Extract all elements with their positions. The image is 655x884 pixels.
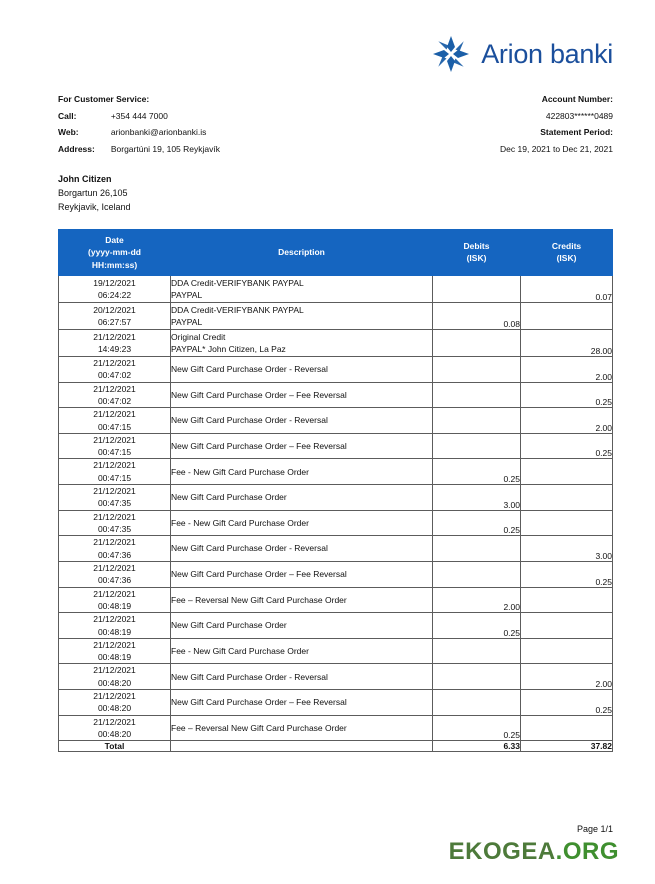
row-date-time: 00:47:02 bbox=[97, 370, 132, 381]
total-credits: 37.82 bbox=[521, 741, 613, 752]
row-description: Fee – Reversal New Gift Card Purchase Order bbox=[171, 715, 433, 741]
row-description: Fee - New Gift Card Purchase Order bbox=[171, 638, 433, 664]
row-date bbox=[59, 613, 171, 639]
row-credit: 0.25 bbox=[521, 690, 613, 716]
row-description: Fee - New Gift Card Purchase Order bbox=[171, 459, 433, 485]
row-debit bbox=[433, 275, 521, 302]
header-date-sub1: (yyyy-mm-dd bbox=[88, 247, 141, 258]
watermark-right: .ORG bbox=[555, 838, 619, 865]
row-debit bbox=[433, 382, 521, 408]
customer-service-heading: For Customer Service: bbox=[58, 94, 150, 104]
row-debit: 0.08 bbox=[433, 302, 521, 329]
row-date bbox=[59, 329, 171, 356]
row-debit: 0.25 bbox=[433, 715, 521, 741]
row-credit: 3.00 bbox=[521, 536, 613, 562]
row-debit bbox=[433, 536, 521, 562]
row-date-day: 21/12/2021 bbox=[93, 614, 136, 625]
row-description-line1: DDA Credit-VERIFYBANK PAYPAL bbox=[171, 304, 304, 315]
row-date-time: 00:48:20 bbox=[97, 677, 132, 688]
row-debit bbox=[433, 561, 521, 587]
header-debits-sub: (ISK) bbox=[466, 253, 487, 264]
row-date-day: 21/12/2021 bbox=[93, 665, 136, 676]
row-date bbox=[59, 433, 171, 459]
table-row bbox=[59, 510, 613, 536]
watermark bbox=[449, 838, 619, 866]
bank-name: Arion banki bbox=[481, 38, 613, 69]
row-date-time: 00:48:20 bbox=[97, 703, 132, 714]
row-date-day: 21/12/2021 bbox=[93, 409, 136, 420]
customer-address-line1: Borgartun 26,105 bbox=[58, 187, 128, 198]
account-number-label: Account Number: bbox=[541, 94, 613, 104]
row-date-day: 21/12/2021 bbox=[93, 383, 136, 394]
row-date-time: 00:47:36 bbox=[97, 575, 132, 586]
row-date-time: 00:47:35 bbox=[97, 498, 132, 509]
row-credit: 2.00 bbox=[521, 356, 613, 382]
transactions-table bbox=[58, 229, 613, 752]
row-description-line1: DDA Credit-VERIFYBANK PAYPAL bbox=[171, 277, 304, 288]
table-row bbox=[59, 561, 613, 587]
row-description-line2: PAYPAL bbox=[171, 289, 203, 300]
row-date-time: 00:47:15 bbox=[97, 472, 132, 483]
row-date bbox=[59, 275, 171, 302]
row-credit bbox=[521, 613, 613, 639]
header-date bbox=[59, 230, 171, 276]
row-date bbox=[59, 459, 171, 485]
table-row bbox=[59, 408, 613, 434]
row-date bbox=[59, 638, 171, 664]
row-date-time: 14:49:23 bbox=[97, 343, 132, 354]
table-total-row bbox=[59, 741, 613, 752]
row-date bbox=[59, 510, 171, 536]
row-date-time: 00:47:15 bbox=[97, 421, 132, 432]
row-debit bbox=[433, 356, 521, 382]
row-credit bbox=[521, 302, 613, 329]
row-date-day: 19/12/2021 bbox=[93, 277, 136, 288]
row-date-day: 21/12/2021 bbox=[93, 434, 136, 445]
row-date-time: 00:48:19 bbox=[97, 626, 132, 637]
table-row bbox=[59, 382, 613, 408]
customer-address-block bbox=[58, 173, 131, 215]
watermark-left: EKOGEA bbox=[448, 838, 556, 865]
row-description: New Gift Card Purchase Order - Reversal bbox=[171, 536, 433, 562]
row-credit bbox=[521, 510, 613, 536]
row-date bbox=[59, 382, 171, 408]
row-date-day: 21/12/2021 bbox=[93, 588, 136, 599]
row-credit: 0.25 bbox=[521, 433, 613, 459]
table-header-row bbox=[59, 230, 613, 276]
header-credits bbox=[521, 230, 613, 276]
total-debits: 6.33 bbox=[433, 741, 521, 752]
row-debit bbox=[433, 638, 521, 664]
account-block bbox=[500, 94, 613, 161]
row-date-day: 21/12/2021 bbox=[93, 691, 136, 702]
table-row bbox=[59, 356, 613, 382]
row-credit bbox=[521, 485, 613, 511]
row-date-day: 21/12/2021 bbox=[93, 511, 136, 522]
row-credit bbox=[521, 587, 613, 613]
row-credit: 0.25 bbox=[521, 561, 613, 587]
row-credit: 0.25 bbox=[521, 382, 613, 408]
account-number-value: 422803******0489 bbox=[545, 110, 613, 121]
row-date bbox=[59, 485, 171, 511]
row-credit: 2.00 bbox=[521, 408, 613, 434]
customer-service-block bbox=[58, 94, 220, 161]
row-description bbox=[171, 329, 433, 356]
page-number: Page 1/1 bbox=[576, 824, 613, 834]
table-row bbox=[59, 690, 613, 716]
address-label: Address: bbox=[58, 143, 95, 154]
row-date-time: 00:47:36 bbox=[97, 549, 132, 560]
row-date bbox=[59, 561, 171, 587]
row-debit: 0.25 bbox=[433, 510, 521, 536]
table-row bbox=[59, 613, 613, 639]
row-description bbox=[171, 302, 433, 329]
row-credit: 0.07 bbox=[521, 275, 613, 302]
customer-address-line2: Reykjavik, Iceland bbox=[58, 201, 131, 212]
row-debit: 2.00 bbox=[433, 587, 521, 613]
statement-period-value: Dec 19, 2021 to Dec 21, 2021 bbox=[500, 143, 613, 154]
row-date bbox=[59, 690, 171, 716]
bank-logo bbox=[431, 34, 613, 74]
statement-period-label: Statement Period: bbox=[540, 127, 613, 138]
row-date bbox=[59, 302, 171, 329]
row-date bbox=[59, 536, 171, 562]
row-date bbox=[59, 408, 171, 434]
header-date-main: Date bbox=[105, 235, 124, 245]
table-row bbox=[59, 638, 613, 664]
arion-star-icon bbox=[431, 34, 471, 74]
row-description: New Gift Card Purchase Order bbox=[171, 613, 433, 639]
transactions-table-wrapper bbox=[58, 229, 612, 752]
row-date bbox=[59, 356, 171, 382]
table-row bbox=[59, 433, 613, 459]
row-date-day: 20/12/2021 bbox=[93, 304, 136, 315]
row-date-day: 21/12/2021 bbox=[93, 331, 136, 342]
row-debit bbox=[433, 433, 521, 459]
row-date-time: 00:48:19 bbox=[97, 600, 132, 611]
table-row bbox=[59, 485, 613, 511]
row-date-time: 06:27:57 bbox=[97, 316, 132, 327]
row-date-day: 21/12/2021 bbox=[93, 460, 136, 471]
address-value: Borgartúni 19, 105 Reykjavík bbox=[110, 143, 220, 154]
row-debit bbox=[433, 408, 521, 434]
row-date-day: 21/12/2021 bbox=[93, 639, 136, 650]
table-row bbox=[59, 664, 613, 690]
row-date bbox=[59, 664, 171, 690]
row-date bbox=[59, 715, 171, 741]
row-description: New Gift Card Purchase Order - Reversal bbox=[171, 356, 433, 382]
row-debit bbox=[433, 329, 521, 356]
row-description: New Gift Card Purchase Order – Fee Reversal bbox=[171, 561, 433, 587]
table-row bbox=[59, 587, 613, 613]
row-description: New Gift Card Purchase Order – Fee Reversal bbox=[171, 433, 433, 459]
row-date-day: 21/12/2021 bbox=[93, 486, 136, 497]
header-date-sub2: HH:mm:ss) bbox=[91, 259, 138, 270]
row-date-time: 06:24:22 bbox=[97, 289, 132, 300]
row-description: Fee – Reversal New Gift Card Purchase Order bbox=[171, 587, 433, 613]
row-debit bbox=[433, 664, 521, 690]
table-row bbox=[59, 302, 613, 329]
row-description: New Gift Card Purchase Order bbox=[171, 485, 433, 511]
row-credit: 28.00 bbox=[521, 329, 613, 356]
call-label: Call: bbox=[58, 110, 77, 121]
table-row bbox=[59, 459, 613, 485]
row-date-time: 00:47:35 bbox=[97, 524, 132, 534]
row-credit: 2.00 bbox=[521, 664, 613, 690]
total-label: Total bbox=[59, 741, 171, 752]
row-debit: 0.25 bbox=[433, 459, 521, 485]
table-row bbox=[59, 715, 613, 741]
header-description: Description bbox=[171, 230, 433, 276]
header-credits-main: Credits bbox=[551, 241, 582, 252]
row-date-time: 00:47:15 bbox=[97, 447, 132, 458]
call-value: +354 444 7000 bbox=[110, 110, 168, 121]
row-description: New Gift Card Purchase Order - Reversal bbox=[171, 408, 433, 434]
table-row bbox=[59, 536, 613, 562]
row-date-time: 00:47:02 bbox=[97, 395, 132, 406]
transactions-body bbox=[59, 275, 613, 751]
row-credit bbox=[521, 715, 613, 741]
web-label: Web: bbox=[58, 127, 79, 138]
header-credits-sub: (ISK) bbox=[556, 253, 577, 264]
row-date-day: 21/12/2021 bbox=[93, 537, 136, 548]
row-debit: 0.25 bbox=[433, 613, 521, 639]
row-description bbox=[171, 275, 433, 302]
row-description: Fee - New Gift Card Purchase Order bbox=[171, 510, 433, 536]
total-spacer bbox=[171, 741, 433, 752]
header-debits-main: Debits bbox=[463, 241, 490, 252]
row-date bbox=[59, 587, 171, 613]
row-debit: 3.00 bbox=[433, 485, 521, 511]
row-date-time: 00:48:20 bbox=[97, 729, 132, 739]
row-credit bbox=[521, 459, 613, 485]
row-date-time: 00:48:19 bbox=[97, 652, 132, 663]
table-row bbox=[59, 275, 613, 302]
table-row bbox=[59, 329, 613, 356]
row-description-line2: PAYPAL* John Citizen, La Paz bbox=[171, 343, 286, 354]
header-debits bbox=[433, 230, 521, 276]
row-debit bbox=[433, 690, 521, 716]
row-description-line2: PAYPAL bbox=[171, 316, 203, 327]
row-date-day: 21/12/2021 bbox=[93, 562, 136, 573]
web-value[interactable]: arionbanki@arionbanki.is bbox=[110, 127, 207, 138]
row-date-day: 21/12/2021 bbox=[93, 357, 136, 368]
row-description: New Gift Card Purchase Order – Fee Reversal bbox=[171, 690, 433, 716]
row-credit bbox=[521, 638, 613, 664]
customer-name: John Citizen bbox=[58, 174, 112, 184]
row-description: New Gift Card Purchase Order - Reversal bbox=[171, 664, 433, 690]
row-description: New Gift Card Purchase Order – Fee Reversal bbox=[171, 382, 433, 408]
row-date-day: 21/12/2021 bbox=[93, 716, 136, 727]
row-description-line1: Original Credit bbox=[171, 331, 226, 342]
